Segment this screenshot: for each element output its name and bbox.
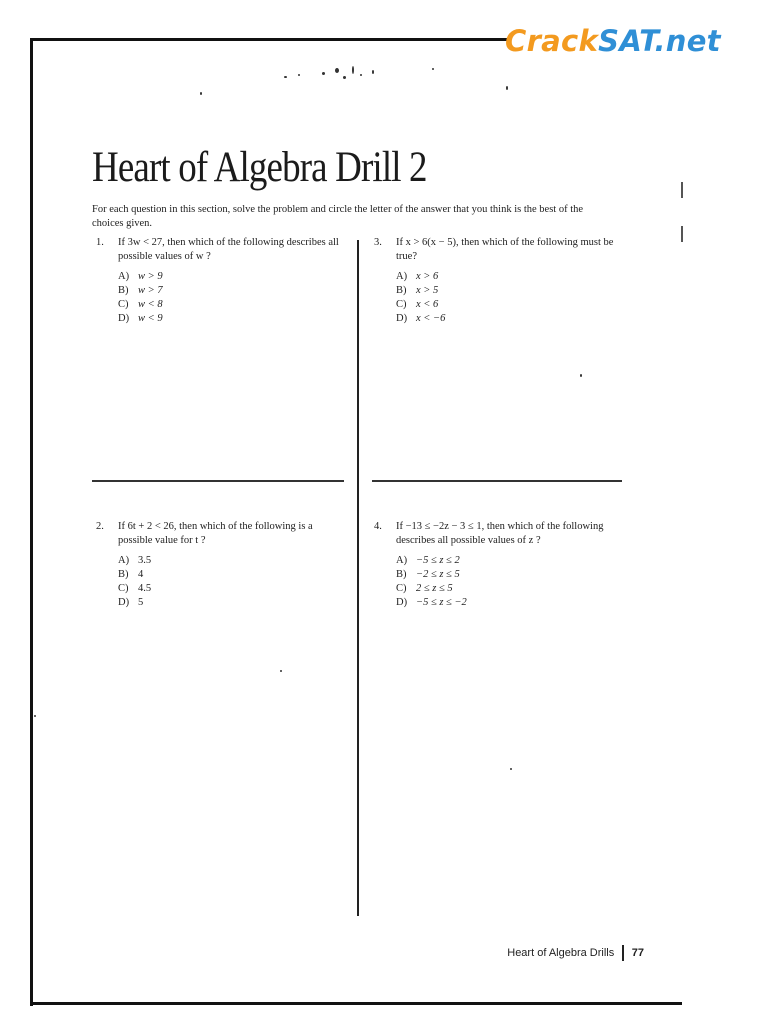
choice-letter: B) (396, 569, 407, 580)
watermark-part-1: Crack (505, 24, 599, 58)
answer-choice-b[interactable] (118, 284, 346, 298)
answer-choice-b[interactable] (396, 568, 624, 582)
choice-letter: B) (396, 285, 407, 296)
page-footer (507, 945, 644, 961)
question-1 (96, 236, 346, 326)
page-border-left (30, 38, 33, 1006)
choice-text: −2 ≤ z ≤ 5 (416, 569, 460, 580)
answer-choices (118, 270, 346, 326)
site-watermark (505, 24, 721, 58)
choice-letter: C) (118, 583, 129, 594)
choice-text: w < 8 (138, 299, 163, 310)
choice-letter: B) (118, 285, 129, 296)
choice-letter: A) (118, 271, 130, 282)
answer-choice-d[interactable] (118, 312, 346, 326)
answer-choice-a[interactable] (396, 270, 624, 284)
choice-text: x > 6 (416, 271, 439, 282)
answer-choice-b[interactable] (118, 568, 346, 582)
answer-choice-a[interactable] (118, 270, 346, 284)
answer-choice-d[interactable] (118, 596, 346, 610)
footer-section-title: Heart of Algebra Drills (507, 947, 615, 959)
choice-text: 2 ≤ z ≤ 5 (416, 583, 453, 594)
answer-choice-c[interactable] (396, 582, 624, 596)
question-number: 2. (96, 521, 104, 532)
question-2 (96, 520, 346, 610)
choice-text: x > 5 (416, 285, 439, 296)
question-number: 1. (96, 237, 104, 248)
answer-choice-c[interactable] (396, 298, 624, 312)
row-divider-right (372, 480, 622, 482)
answer-choice-b[interactable] (396, 284, 624, 298)
choice-letter: D) (118, 597, 130, 608)
answer-choices (118, 554, 346, 610)
choice-text: 4.5 (138, 583, 152, 594)
row-divider-left (92, 480, 344, 482)
page-title: Heart of Algebra Drill 2 (92, 144, 427, 191)
choice-text: x < −6 (416, 313, 446, 324)
choice-text: −5 ≤ z ≤ 2 (416, 555, 460, 566)
choice-letter: D) (118, 313, 130, 324)
choice-text: w < 9 (138, 313, 163, 324)
question-text: If x > 6(x − 5), then which of the following must be true? (396, 237, 614, 262)
choice-letter: C) (118, 299, 129, 310)
choice-letter: C) (396, 299, 407, 310)
answer-choice-c[interactable] (118, 582, 346, 596)
question-3 (374, 236, 624, 326)
choice-text: 3.5 (138, 555, 152, 566)
page-border-top (30, 38, 510, 41)
question-text: If 6t + 2 < 26, then which of the following is a possible value for t ? (118, 521, 313, 546)
answer-choices (396, 554, 624, 610)
page-number: 77 (631, 947, 644, 959)
answer-choice-d[interactable] (396, 596, 624, 610)
question-text: If 3w < 27, then which of the following describes all possible values of w ? (118, 237, 339, 262)
choice-letter: A) (118, 555, 130, 566)
choice-letter: D) (396, 597, 408, 608)
instructions: For each question in this section, solve the problem and circle the letter of the answer that you think is the best of the choices given. (92, 204, 584, 229)
footer-separator (622, 945, 624, 961)
answer-choice-a[interactable] (118, 554, 346, 568)
column-divider (357, 240, 359, 916)
choice-text: w > 9 (138, 271, 163, 282)
question-number: 4. (374, 521, 382, 532)
choice-letter: B) (118, 569, 129, 580)
choice-letter: A) (396, 555, 408, 566)
question-4 (374, 520, 624, 610)
answer-choices (396, 270, 624, 326)
margin-tick (681, 226, 683, 242)
answer-choice-c[interactable] (118, 298, 346, 312)
answer-choice-a[interactable] (396, 554, 624, 568)
question-number: 3. (374, 237, 382, 248)
choice-letter: A) (396, 271, 408, 282)
watermark-part-2: SAT.net (598, 24, 721, 58)
choice-text: x < 6 (416, 299, 439, 310)
choice-text: −5 ≤ z ≤ −2 (416, 597, 467, 608)
choice-letter: D) (396, 313, 408, 324)
page-border-bottom (30, 1002, 682, 1005)
choice-text: 5 (138, 597, 144, 608)
choice-letter: C) (396, 583, 407, 594)
answer-choice-d[interactable] (396, 312, 624, 326)
question-text: If −13 ≤ −2z − 3 ≤ 1, then which of the following describes all possible values of z ? (396, 521, 604, 546)
margin-tick (681, 182, 683, 198)
choice-text: w > 7 (138, 285, 163, 296)
choice-text: 4 (138, 569, 144, 580)
